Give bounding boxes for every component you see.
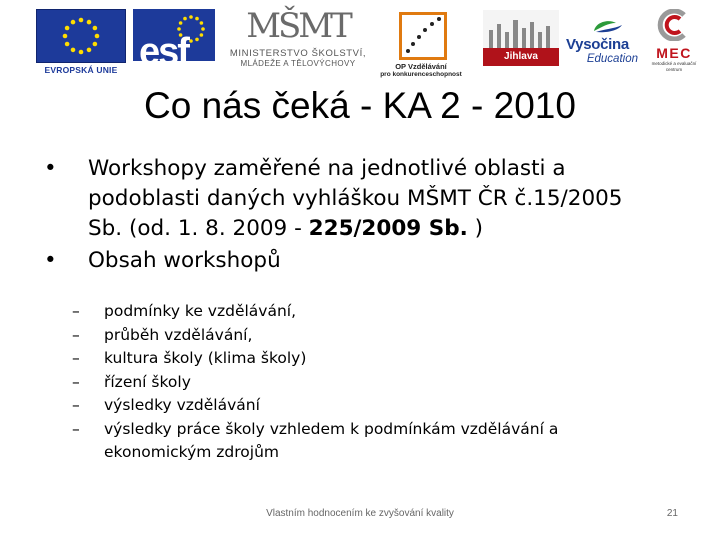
bullet1-line3 bbox=[88, 214, 694, 244]
bullet1-line3-start: Sb. (od. 1. 8. 2009 - bbox=[88, 216, 309, 241]
eu-flag-icon bbox=[36, 9, 126, 63]
mec-wordmark: MEC bbox=[656, 45, 692, 61]
vysocina-word2: Education bbox=[586, 53, 638, 65]
dash-icon: – bbox=[72, 349, 80, 367]
list-item-text: podmínky ke vzdělávání, bbox=[104, 302, 297, 320]
op-line1: OP Vzdělávání bbox=[395, 62, 447, 71]
esf-logo bbox=[133, 9, 215, 75]
list-item-text: průběh vzdělávání, bbox=[104, 325, 253, 344]
slide-footer bbox=[0, 508, 720, 524]
msmt-logo bbox=[222, 8, 374, 76]
page-number: 21 bbox=[666, 508, 678, 519]
dash-icon: – bbox=[72, 372, 80, 391]
list-item-text: výsledky vzdělávání bbox=[104, 396, 260, 414]
list-item bbox=[72, 324, 688, 348]
msmt-mark: MŠMT bbox=[246, 6, 350, 46]
list-item bbox=[72, 347, 688, 371]
bullet-workshopy bbox=[44, 154, 694, 244]
vysocina-logo bbox=[566, 18, 642, 70]
list-item-text-line1: výsledky práce školy vzhledem k podmínkám vzdělávání a bbox=[104, 419, 559, 438]
bullet1-line1: Workshopy zaměřené na jednotlivé oblasti a bbox=[88, 156, 566, 181]
vysocina-leaf-icon bbox=[566, 19, 636, 33]
eu-caption: EVROPSKÁ UNIE bbox=[44, 65, 118, 75]
footer-text: Vlastním hodnocením ke zvyšování kvality bbox=[266, 508, 454, 519]
jihlava-label: Jihlava bbox=[483, 48, 559, 66]
dash-icon: – bbox=[72, 302, 80, 320]
logo-strip bbox=[0, 0, 720, 82]
mec-logo bbox=[646, 9, 702, 75]
slide-title: Co nás čeká - KA 2 - 2010 bbox=[144, 85, 576, 126]
list-item-text-line2: ekonomickým zdrojům bbox=[104, 443, 280, 461]
mec-emblem-icon bbox=[654, 9, 694, 41]
bullet1-line3-end: ) bbox=[467, 216, 484, 241]
op-logo bbox=[380, 8, 462, 76]
list-item-text: řízení školy bbox=[104, 372, 191, 391]
op-line2: pro konkurenceschopnost bbox=[380, 71, 462, 78]
list-item bbox=[72, 300, 688, 324]
esf-wordmark: esf bbox=[139, 31, 188, 73]
bullet-obsah bbox=[44, 246, 694, 276]
bullet1-line3-bold: 225/2009 Sb. bbox=[308, 216, 468, 241]
eu-logo bbox=[36, 9, 126, 75]
list-item-text: kultura školy (klima školy) bbox=[104, 349, 307, 367]
bullet-icon: • bbox=[44, 156, 57, 181]
vysocina-word1: Vysočina bbox=[566, 36, 629, 53]
bullet2-text: Obsah workshopů bbox=[88, 248, 281, 273]
dash-icon: – bbox=[72, 396, 80, 414]
workshop-topics-list bbox=[72, 300, 688, 465]
jihlava-skyline-icon bbox=[483, 10, 559, 48]
dash-icon: – bbox=[72, 419, 80, 438]
msmt-line1: MINISTERSTVO ŠKOLSTVÍ, bbox=[229, 48, 367, 59]
mec-subtitle: metodické a evaluační centrum bbox=[651, 61, 697, 72]
list-item bbox=[72, 394, 688, 418]
slide-body bbox=[44, 154, 694, 278]
jihlava-logo bbox=[483, 10, 559, 72]
dash-icon: – bbox=[72, 325, 80, 344]
msmt-line2: MLÁDEŽE A TĚLOVÝCHOVY bbox=[240, 59, 356, 68]
bullet-icon: • bbox=[44, 248, 57, 273]
list-item bbox=[72, 371, 688, 395]
bullet1-line2: podoblasti daných vyhláškou MŠMT ČR č.15/2005 bbox=[88, 186, 623, 211]
op-frame-icon bbox=[399, 12, 447, 60]
list-item bbox=[72, 418, 688, 465]
